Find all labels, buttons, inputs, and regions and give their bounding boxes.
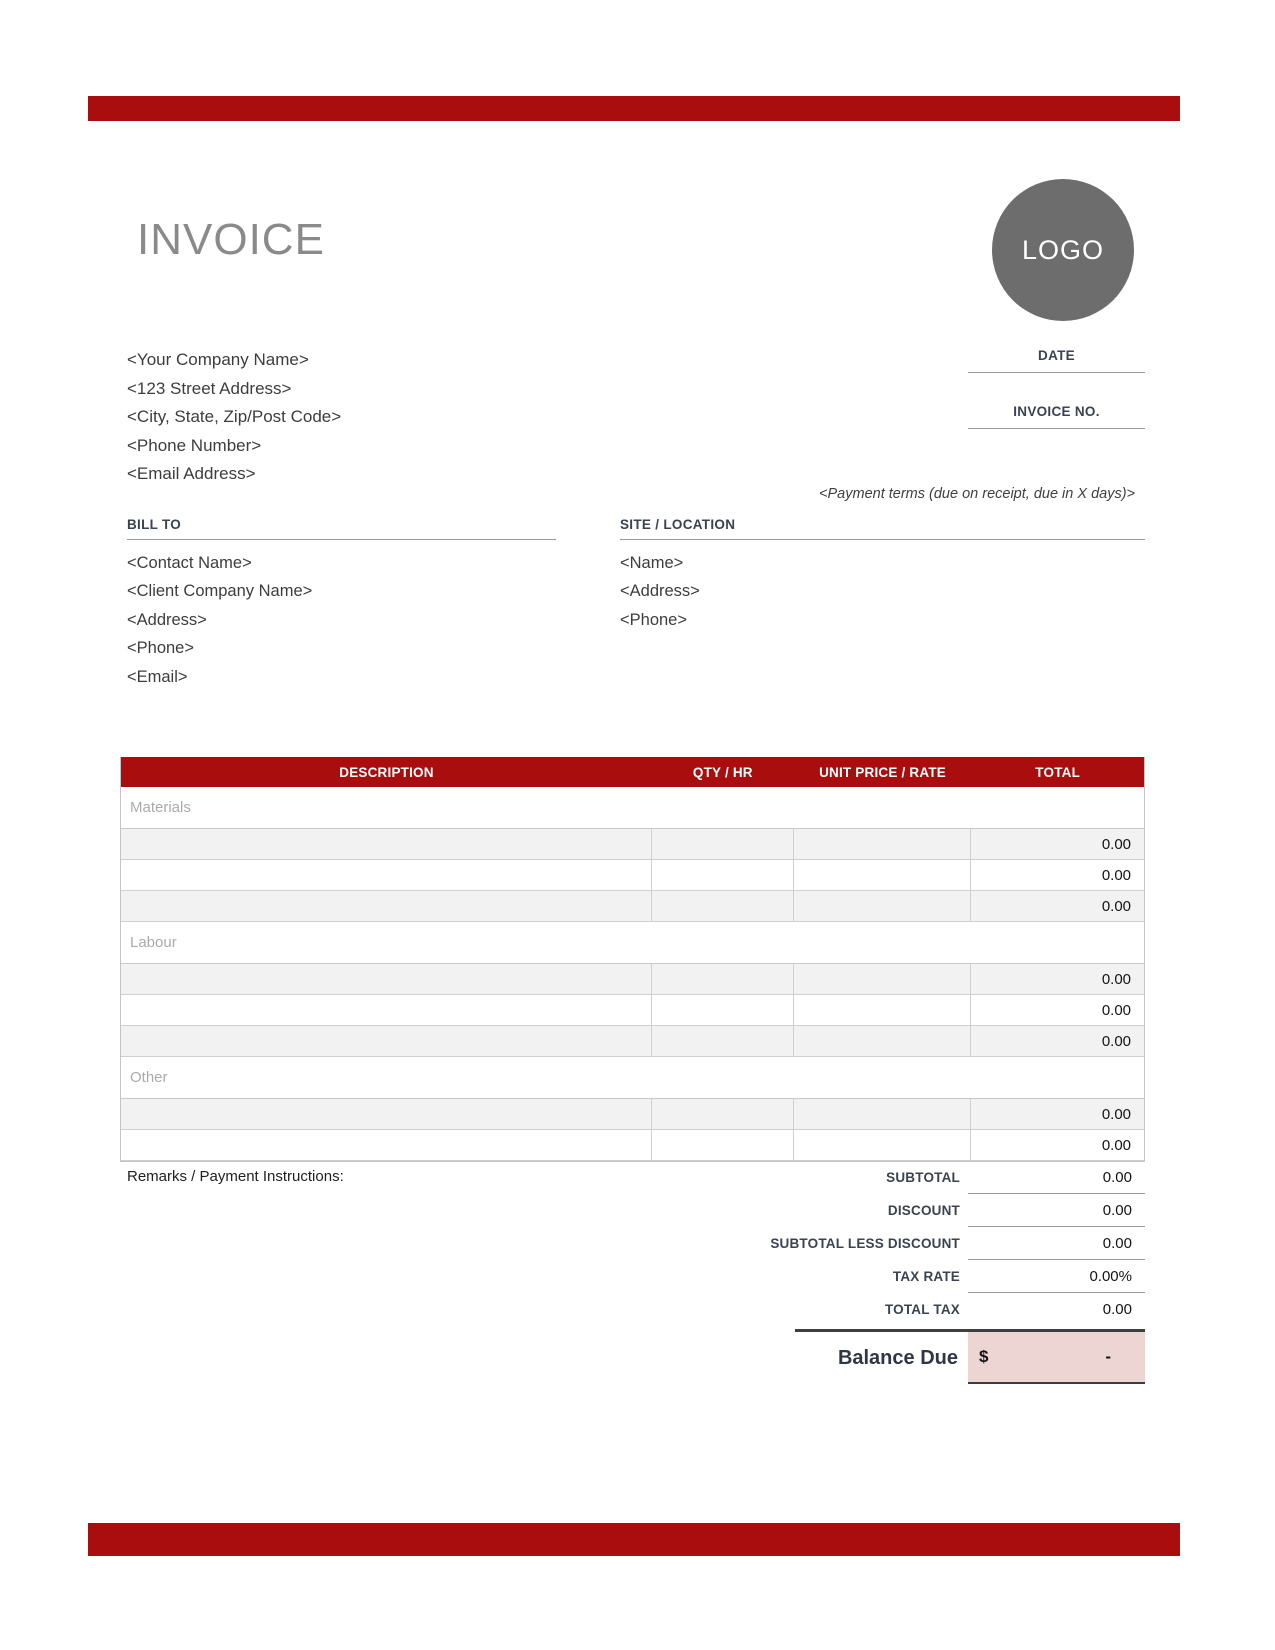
unit-price-cell[interactable] — [794, 1130, 972, 1160]
description-cell[interactable] — [121, 1026, 652, 1056]
invoice-number-label: INVOICE NO. — [1013, 404, 1100, 419]
company-email-field[interactable]: <Email Address> — [127, 464, 256, 483]
invoice-number-field[interactable] — [968, 404, 1145, 429]
description-cell[interactable] — [121, 860, 652, 890]
balance-due-amount: - — [1105, 1347, 1111, 1366]
item-row — [121, 964, 1144, 995]
top-accent-bar — [88, 96, 1180, 121]
qty-cell[interactable] — [652, 860, 794, 890]
company-city-field[interactable]: <City, State, Zip/Post Code> — [127, 407, 342, 426]
table-header-row — [121, 757, 1144, 787]
qty-cell[interactable] — [652, 964, 794, 994]
company-info-block — [127, 346, 341, 489]
qty-cell[interactable] — [652, 1130, 794, 1160]
company-logo-placeholder — [992, 179, 1134, 321]
site-phone-field[interactable]: <Phone> — [620, 610, 687, 629]
summary-row-subtotal-less-discount — [620, 1227, 1145, 1260]
summary-row-tax-rate — [620, 1260, 1145, 1293]
item-row — [121, 1130, 1144, 1161]
summary-section — [620, 1161, 1145, 1326]
qty-cell[interactable] — [652, 829, 794, 859]
column-header-qty: QTY / HR — [692, 764, 753, 780]
qty-cell[interactable] — [652, 995, 794, 1025]
description-cell[interactable] — [121, 995, 652, 1025]
company-name-field[interactable]: <Your Company Name> — [127, 350, 309, 369]
balance-due-amount-box[interactable] — [968, 1332, 1145, 1384]
subtotal-label: SUBTOTAL — [886, 1170, 960, 1185]
section-row-materials[interactable]: Materials — [121, 787, 1144, 829]
bottom-accent-bar — [88, 1523, 1180, 1556]
date-label: DATE — [1038, 348, 1075, 363]
qty-cell[interactable] — [652, 1026, 794, 1056]
total-cell[interactable]: 0.00 — [1101, 1105, 1132, 1123]
total-cell[interactable]: 0.00 — [1101, 835, 1132, 853]
description-cell[interactable] — [121, 829, 652, 859]
bill-to-address-field[interactable]: <Address> — [127, 610, 207, 629]
subtotal-value[interactable]: 0.00 — [968, 1161, 1145, 1194]
description-cell[interactable] — [121, 1099, 652, 1129]
bill-to-section — [127, 517, 556, 691]
subtotal-less-discount-value[interactable]: 0.00 — [968, 1227, 1145, 1260]
item-row — [121, 1026, 1144, 1057]
tax-rate-value[interactable]: 0.00% — [968, 1260, 1145, 1293]
total-cell[interactable]: 0.00 — [1101, 1136, 1132, 1154]
item-row — [121, 891, 1144, 922]
currency-symbol: $ — [979, 1347, 989, 1366]
logo-text: LOGO — [1021, 234, 1105, 265]
total-cell[interactable]: 0.00 — [1101, 866, 1132, 884]
item-row — [121, 995, 1144, 1026]
balance-due-label: Balance Due — [837, 1346, 958, 1369]
summary-row-subtotal — [620, 1161, 1145, 1194]
company-phone-field[interactable]: <Phone Number> — [127, 435, 262, 455]
qty-cell[interactable] — [652, 891, 794, 921]
payment-terms-field[interactable]: <Payment terms (due on receipt, due in X days)> — [819, 486, 1135, 502]
line-items-table — [120, 757, 1145, 1162]
discount-value[interactable]: 0.00 — [968, 1194, 1145, 1227]
site-location-label: SITE / LOCATION — [620, 517, 1145, 540]
bill-to-company-field[interactable]: <Client Company Name> — [127, 582, 313, 601]
site-location-section — [620, 517, 1145, 634]
item-row — [121, 1099, 1144, 1130]
bill-to-label: BILL TO — [127, 517, 556, 540]
item-row — [121, 829, 1144, 860]
total-cell[interactable]: 0.00 — [1101, 897, 1132, 915]
bill-to-contact-field[interactable]: <Contact Name> — [127, 554, 252, 572]
total-cell[interactable]: 0.00 — [1101, 970, 1132, 988]
balance-due-row — [620, 1332, 1145, 1384]
unit-price-cell[interactable] — [794, 829, 972, 859]
total-cell[interactable]: 0.00 — [1101, 1001, 1132, 1019]
tax-rate-label: TAX RATE — [892, 1269, 960, 1284]
description-cell[interactable] — [121, 1130, 652, 1160]
unit-price-cell[interactable] — [794, 995, 972, 1025]
qty-cell[interactable] — [652, 1099, 794, 1129]
column-header-total: TOTAL — [1035, 764, 1081, 780]
bill-to-email-field[interactable]: <Email> — [127, 667, 188, 686]
unit-price-cell[interactable] — [794, 860, 972, 890]
unit-price-cell[interactable] — [794, 891, 972, 921]
total-cell[interactable]: 0.00 — [1101, 1032, 1132, 1050]
site-address-field[interactable]: <Address> — [620, 582, 700, 601]
site-name-field[interactable]: <Name> — [620, 554, 684, 572]
bill-to-phone-field[interactable]: <Phone> — [127, 639, 194, 658]
description-cell[interactable] — [121, 891, 652, 921]
subtotal-less-discount-label: SUBTOTAL LESS DISCOUNT — [770, 1236, 960, 1251]
remarks-label: Remarks / Payment Instructions: — [127, 1168, 344, 1185]
unit-price-cell[interactable] — [794, 1099, 972, 1129]
column-header-unit-price: UNIT PRICE / RATE — [819, 764, 946, 780]
section-row-other[interactable]: Other — [121, 1057, 1144, 1099]
summary-row-discount — [620, 1194, 1145, 1227]
company-street-field[interactable]: <123 Street Address> — [127, 378, 292, 398]
column-header-description: DESCRIPTION — [339, 764, 434, 780]
total-tax-label: TOTAL TAX — [884, 1302, 960, 1317]
unit-price-cell[interactable] — [794, 1026, 972, 1056]
date-field[interactable] — [968, 348, 1145, 373]
total-tax-value[interactable]: 0.00 — [1102, 1301, 1132, 1318]
discount-label: DISCOUNT — [887, 1203, 960, 1218]
summary-row-total-tax — [620, 1293, 1145, 1326]
item-row — [121, 860, 1144, 891]
page-title: INVOICE — [137, 215, 325, 264]
description-cell[interactable] — [121, 964, 652, 994]
unit-price-cell[interactable] — [794, 964, 972, 994]
section-row-labour[interactable]: Labour — [121, 922, 1144, 964]
